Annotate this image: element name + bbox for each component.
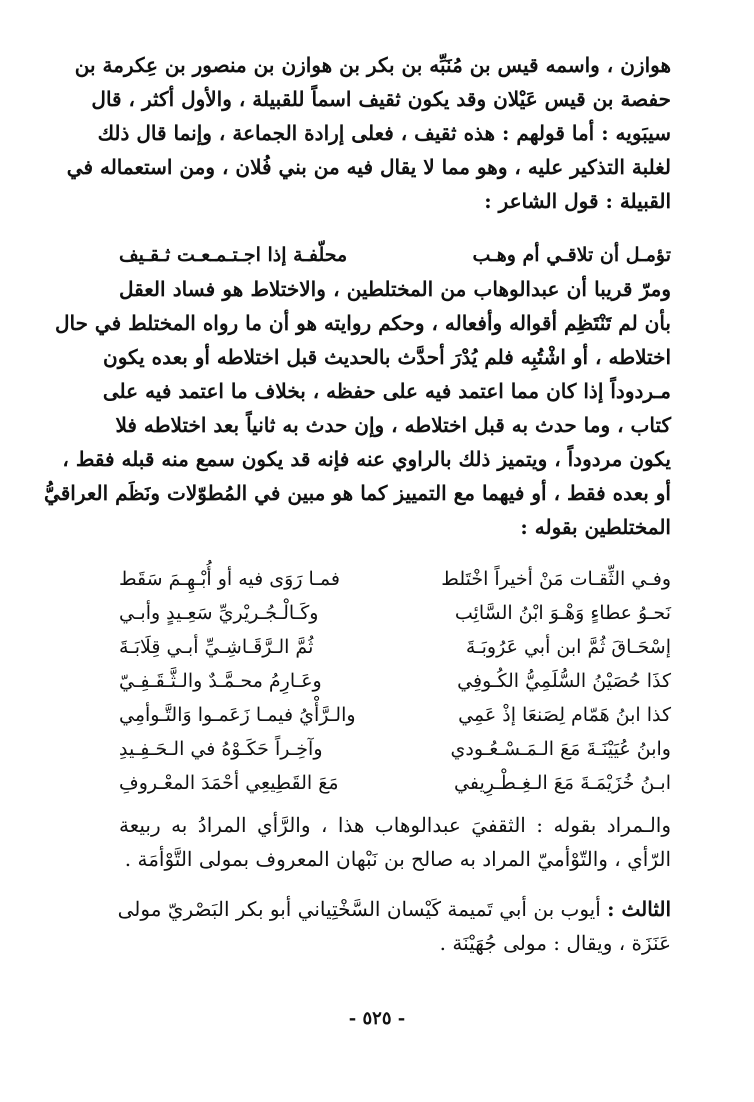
- verse-first-half: نَحـوُ عطاءٍ وَهْـوَ ابْنُ السَّائِب: [454, 602, 671, 624]
- paragraph2-line-6: يكون مردوداً ، ويتميز ذلك بالراوي عنه فإنه قد يكون سمع منه قبله فقط ،: [62, 447, 671, 471]
- verse-second-half: وعَـارِمُ محـمَّـدٌ والـثَّـقَـفِـيّ: [119, 670, 322, 692]
- verse-second-half: مَعَ القَطِيعِي أحْمَدَ المعْـروفِ: [119, 772, 339, 794]
- paragraph2-line-4: مـردوداً إذا كان مما اعتمد فيه على حفظه ، بخلاف ما اعتمد فيه على: [102, 379, 671, 403]
- paragraph2-line-7: أو بعده فقط ، أو فيهما مع التمييز كما هو مبين في المُطوّلات ونَظَم العراقيُّ: [44, 481, 671, 505]
- quote-verse-second-half: محلّفـة إذا اجـتـمـعـت ثـقـيف: [119, 244, 348, 266]
- verse-first-half: كذا ابنُ هَمّام لِصَنعَا إذْ عَمِي: [458, 704, 671, 726]
- paragraph2-line-1: ومرّ قريبا أن عبدالوهاب من المختلطين ، والاختلاط هو فساد العقل: [119, 277, 671, 301]
- verse-first-half: ابـنُ خُزَيْمَـةَ مَعَ الـغِـطْـرِيفي: [454, 772, 671, 794]
- verse-first-half: وابنُ عُيَيْنَـةَ مَعَ الـمَـسْـعُـودي: [450, 738, 671, 760]
- section-heading: الثالث :: [607, 897, 671, 921]
- paragraph3-line-1: والـمراد بقوله : الثقفيَ عبدالوهاب هذا ، والرَّأي المرادُ به ربيعة: [119, 813, 671, 837]
- poem-verse: [119, 596, 671, 630]
- paragraph2-line-5: كتاب ، وما حدث به قبل اختلاطه ، وإن حدث به ثانياً بعد اختلاطه فلا: [115, 413, 671, 437]
- verse-second-half: ثُمَّ الـرَّقَـاشِـيِّ أبـي قِلَابَـةَ: [119, 636, 314, 658]
- paragraph1-line-5: القبيلة : قول الشاعر :: [484, 189, 671, 213]
- paragraph4-line-1: [119, 892, 671, 926]
- poem-verse: [119, 732, 671, 766]
- poem-verse: [119, 664, 671, 698]
- paragraph4-line-2: عَنَزَة ، ويقال : مولى جُهَيْنَة .: [439, 931, 671, 955]
- paragraph1-line-4: لغلبة التذكير عليه ، وهو مما لا يقال فيه من بني فُلان ، ومن استعماله في: [66, 155, 671, 179]
- quote-verse: [119, 238, 671, 272]
- paragraph3-line-2: الرّأي ، والتّوْأميّ المراد به صالح بن نَبْهان المعروف بمولى التَّوْأمَة .: [124, 847, 671, 871]
- paragraph4-line-1-text: أيوب بن أبي تَميمة كَيْسان السَّخْتِياني أبو بكر البَصْريّ مولى: [117, 897, 601, 921]
- poem-verse: [119, 562, 671, 596]
- poem-verse: [119, 698, 671, 732]
- verse-second-half: وكَـالْـجُـريْريِّ سَعِـيدٍ وأبـي: [119, 602, 319, 624]
- quote-verse-first-half: تؤمـل أن تلاقـي أم وهـب: [472, 244, 671, 266]
- poem-verse: [119, 766, 671, 800]
- verse-first-half: وفـي الثِّقـات مَنْ أخيراً اخْتَلط: [441, 568, 671, 590]
- verse-second-half: فمـا رَوَى فيه أو أُبْـهِـمَ سَقَط: [119, 568, 340, 590]
- verse-second-half: والـرَّأْيُ فيمـا زَعَمـوا وَالتَّـوأمِي: [119, 704, 356, 726]
- verse-first-half: إسْحَـاقَ ثُمَّ ابن أبي عَرُوبَـةَ: [465, 636, 671, 658]
- paragraph2-line-8: المختلطين بقوله :: [520, 515, 671, 539]
- poem-verse: [119, 630, 671, 664]
- paragraph1-line-2: حفصة بن قيس عَيْلان وقد يكون ثقيف اسماً للقبيلة ، والأول أكثر ، قال: [91, 87, 671, 111]
- paragraph1-line-1: هوازن ، واسمه قيس بن مُنَبِّه بن بكر بن هوازن بن منصور بن عِكرمة بن: [74, 53, 671, 77]
- paragraph2-line-2: بأن لم تَنْتَظِم أقواله وأفعاله ، وحكم روايته هو أن ما رواه المختلط في حال: [54, 311, 671, 335]
- verse-second-half: وآخِـراً حَكَـوْهُ في الـحَـفِـيدِ: [119, 738, 323, 760]
- page-number: - ٥٢٥ -: [348, 1008, 406, 1029]
- paragraph2-line-3: اختلاطه ، أو اشْتُبِه فلم يُدْرَ أحدَّث بالحديث قبل اختلاطه أو بعده يكون: [103, 345, 671, 369]
- verse-first-half: كذَا حُصَيْنُ السُّلَمِيُّ الكُـوفِي: [457, 670, 671, 692]
- paragraph1-line-3: سيبَويه : أما قولهم : هذه ثقيف ، فعلى إرادة الجماعة ، وإنما قال ذلك: [97, 121, 671, 145]
